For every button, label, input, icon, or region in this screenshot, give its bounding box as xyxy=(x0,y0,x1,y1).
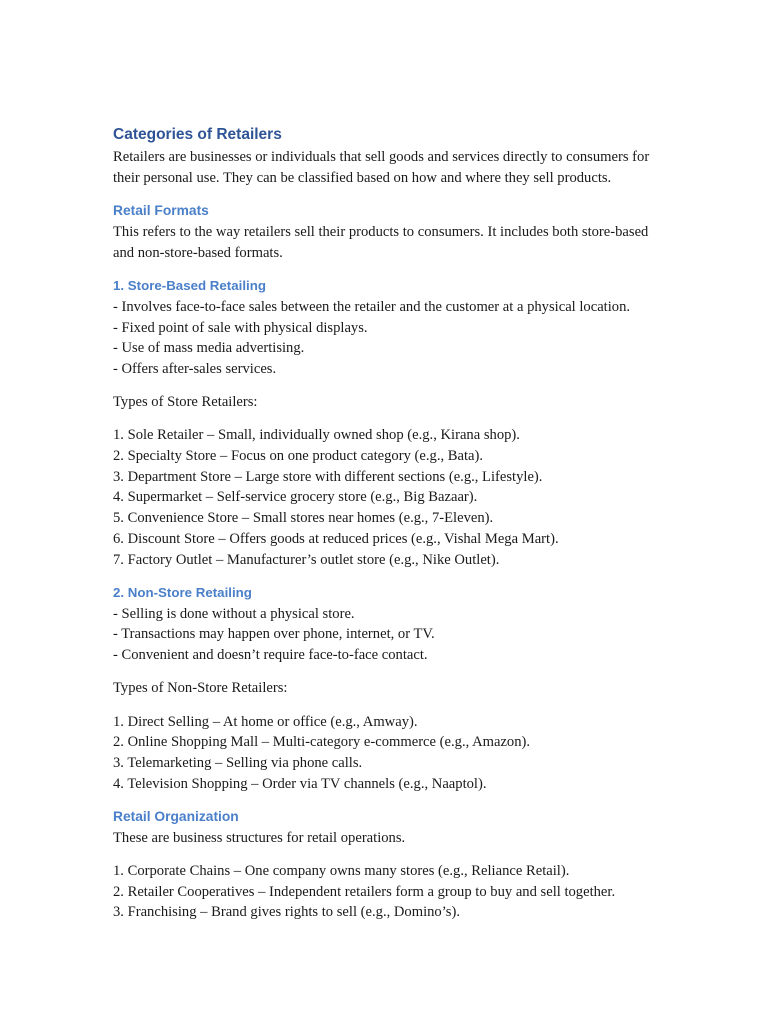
list-item: - Convenient and doesn’t require face-to-face contact. xyxy=(113,647,428,664)
list-item: 3. Department Store – Large store with different sections (e.g., Lifestyle). xyxy=(113,468,543,485)
non-store-heading: 2. Non-Store Retailing xyxy=(113,584,252,600)
list-item: 2. Online Shopping Mall – Multi-category e-commerce (e.g., Amazon). xyxy=(113,734,531,751)
store-types-label: Types of Store Retailers: xyxy=(113,394,258,411)
non-store-types-label: Types of Non-Store Retailers: xyxy=(113,680,288,697)
list-item: 1. Direct Selling – At home or office (e.g., Amway). xyxy=(113,713,418,730)
list-item: - Involves face-to-face sales between the retailer and the customer at a physical location. xyxy=(113,298,631,315)
document-title: Categories of Retailers xyxy=(113,126,282,143)
list-item: 4. Television Shopping – Order via TV channels (e.g., Naaptol). xyxy=(113,775,487,792)
non-store-types-list xyxy=(113,712,658,795)
store-based-bullets xyxy=(113,297,658,380)
store-types-list xyxy=(113,425,658,570)
list-item: 7. Factory Outlet – Manufacturer’s outlet store (e.g., Nike Outlet). xyxy=(113,551,500,568)
list-item: 2. Retailer Cooperatives – Independent retailers form a group to buy and sell together. xyxy=(113,883,616,900)
list-item: - Fixed point of sale with physical displays. xyxy=(113,319,368,336)
list-item: 1. Sole Retailer – Small, individually owned shop (e.g., Kirana shop). xyxy=(113,427,520,444)
list-item: 2. Specialty Store – Focus on one product category (e.g., Bata). xyxy=(113,448,484,465)
retail-formats-heading: Retail Formats xyxy=(113,202,209,218)
retail-formats-description: This refers to the way retailers sell their products to consumers. It includes both store-based and non-store-based formats. xyxy=(113,223,649,261)
non-store-bullets xyxy=(113,604,658,666)
list-item: 3. Franchising – Brand gives rights to sell (e.g., Domino’s). xyxy=(113,904,460,921)
list-item: - Selling is done without a physical store. xyxy=(113,605,355,622)
list-item: 6. Discount Store – Offers goods at reduced prices (e.g., Vishal Mega Mart). xyxy=(113,530,559,547)
list-item: 4. Supermarket – Self-service grocery store (e.g., Big Bazaar). xyxy=(113,489,478,506)
list-item: 3. Telemarketing – Selling via phone calls. xyxy=(113,754,363,771)
list-item: - Use of mass media advertising. xyxy=(113,340,305,357)
retail-organization-description: These are business structures for retail operations. xyxy=(113,829,406,846)
document-page xyxy=(113,124,658,923)
list-item: 1. Corporate Chains – One company owns many stores (e.g., Reliance Retail). xyxy=(113,863,570,880)
retail-organization-heading: Retail Organization xyxy=(113,808,239,824)
retail-organization-list xyxy=(113,861,658,923)
intro-paragraph: Retailers are businesses or individuals that sell goods and services directly to consumers for their personal use. They can be classified based on how and where they sell products. xyxy=(113,149,650,186)
store-based-heading: 1. Store-Based Retailing xyxy=(113,277,266,293)
list-item: 5. Convenience Store – Small stores near homes (e.g., 7-Eleven). xyxy=(113,510,494,527)
list-item: - Offers after-sales services. xyxy=(113,360,277,377)
list-item: - Transactions may happen over phone, internet, or TV. xyxy=(113,626,435,643)
